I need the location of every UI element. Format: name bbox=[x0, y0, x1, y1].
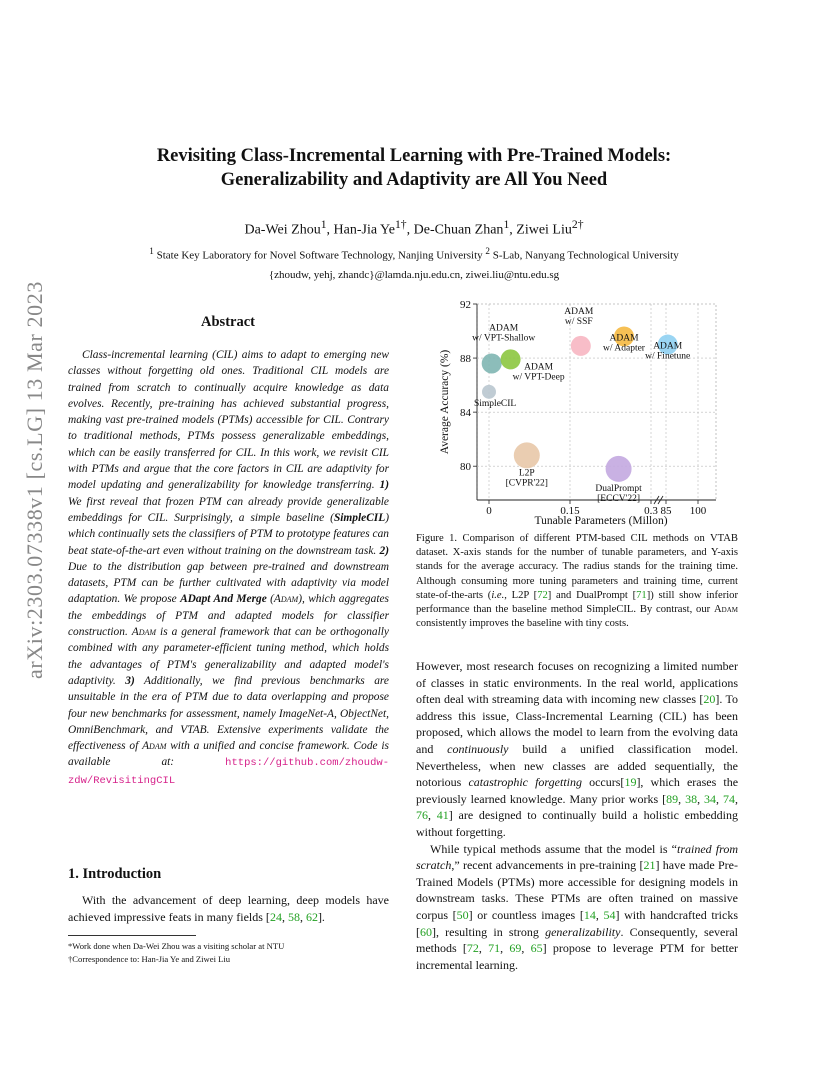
footnote-divider bbox=[68, 935, 196, 936]
p2-text-2: ,” recent advancements in pre-training [ bbox=[451, 858, 644, 873]
data-label: w/ VPT-Shallow bbox=[472, 333, 536, 344]
footnotes bbox=[68, 940, 398, 966]
x-tick-label: 85 bbox=[660, 505, 672, 517]
data-label: [CVPR'22] bbox=[505, 478, 548, 489]
adam-smallcaps-3: Adam bbox=[142, 740, 167, 753]
abstract-body bbox=[68, 347, 389, 789]
p2-text-7: . Consequently, several methods [ bbox=[416, 924, 739, 956]
data-point-l2p bbox=[514, 442, 540, 468]
footnote-1: *Work done when Da-Wei Zhou was a visiting scholar at NTU bbox=[68, 941, 285, 951]
x-tick-label: 100 bbox=[689, 505, 707, 517]
p2-text-4: ] or countless images [ bbox=[468, 907, 584, 922]
simplecil-term: SimpleCIL bbox=[333, 511, 386, 524]
affil-sup-1: 1 bbox=[149, 246, 154, 256]
paper-title bbox=[60, 144, 768, 192]
paragraph-2: While typical methods assume that the model is “trained from scratch,” recent advancements in pre-training [21] have made Pre-Trained Models (PTMs) more accessible for designing models in downstream tasks. These PTMs are often trained on massive corpus [50] or countless images [14, 54] with handcrafted tricks [60], resulting in strong generalizability. Consequently, several methods [72, 71, 69, 65] propose to leverage PTM for better incremental learning. bbox=[416, 841, 739, 972]
citation-link[interactable]: 89 bbox=[666, 791, 679, 806]
p2-italic-2: generalizability bbox=[545, 924, 621, 939]
p1-text: However, most research focuses on recognizing a limited number of classes in static environments. In the real world, applications often deal with streaming data with incoming new classes [ bbox=[416, 659, 738, 707]
data-label: ADAM bbox=[564, 306, 594, 317]
adam-smallcaps: Adam bbox=[273, 593, 299, 606]
affiliation-line bbox=[40, 242, 788, 266]
y-tick-label: 84 bbox=[460, 407, 471, 420]
figure-1-chart bbox=[416, 290, 736, 530]
p1-text-5: ], which erases the previously learned knowledge. Many prior works [ bbox=[416, 775, 739, 806]
data-label: SimpleCIL bbox=[474, 398, 517, 409]
y-tick-label: 88 bbox=[460, 353, 471, 366]
author-1: Da-Wei Zhou bbox=[244, 222, 321, 238]
data-label: w/ VPT-Deep bbox=[512, 372, 565, 383]
y-axis-label: Average Accuracy (%) bbox=[439, 349, 451, 455]
citation-link[interactable]: 24 bbox=[269, 909, 282, 924]
abstract-heading: Abstract bbox=[201, 314, 255, 330]
data-point-simplecil bbox=[482, 385, 496, 399]
citation-link[interactable]: 41 bbox=[436, 808, 449, 823]
citation-link[interactable]: 60 bbox=[420, 924, 432, 939]
citation-link[interactable]: 74 bbox=[723, 791, 735, 806]
author-4-sup: 2† bbox=[571, 218, 584, 231]
caption-text-4: ]) still show inferior performance than the baseline method SimpleCIL. By contrast, our bbox=[416, 589, 738, 616]
abstract-paren-open: ( bbox=[270, 593, 274, 606]
p1-italic-1: continuously bbox=[447, 741, 509, 756]
affiliation-1: State Key Laboratory for Novel Software Technology, Nanjing University bbox=[156, 249, 483, 262]
abstract-point-1-num: 1) bbox=[379, 479, 389, 492]
data-label: DualPrompt bbox=[595, 483, 642, 494]
citation-link[interactable]: 65 bbox=[530, 941, 543, 956]
abstract-point-2a: Due to the distribution gap between pre-trained and downstream datasets, PTM can be further cultivated with adaptivity via model adaptation. We propose bbox=[68, 560, 389, 606]
citation-link[interactable]: 72 bbox=[466, 941, 479, 956]
adam-smallcaps-caption: Adam bbox=[714, 604, 738, 616]
y-tick-label: 80 bbox=[460, 461, 471, 474]
introduction-heading: 1. Introduction bbox=[68, 866, 162, 882]
p1-text-2: ]. To address this issue, Class-Incremental Learning (CIL) has been proposed, which allows the model to learn from the evolving data and bbox=[416, 692, 738, 756]
caption-text: Figure 1. Comparison of different PTM-based CIL methods on VTAB dataset. X-axis stands for the number of tunable parameters, and Y-axis stands for the average accuracy. The radius stands for the training time. Although consuming more tuning parameters and training time, current state-of-the-arts ( bbox=[416, 533, 738, 601]
adam-smallcaps-2: Adam bbox=[131, 626, 157, 639]
data-label: w/ Finetune bbox=[645, 351, 691, 362]
data-label: ADAM bbox=[609, 333, 639, 344]
data-label: ADAM bbox=[653, 341, 683, 352]
title-line-2: Generalizability and Adaptivity are All You Need bbox=[220, 170, 608, 190]
citation-link[interactable]: 71 bbox=[636, 589, 647, 601]
figure-caption bbox=[416, 532, 738, 631]
abstract-point-3-num: 3) bbox=[125, 674, 135, 687]
data-label: L2P bbox=[518, 468, 535, 479]
x-tick-label: 0.3 bbox=[644, 505, 658, 517]
affil-sup-2: 2 bbox=[485, 246, 490, 256]
citation-link[interactable]: 21 bbox=[643, 858, 656, 873]
caption-text-5: consistently improves the baseline with tiny costs. bbox=[416, 618, 629, 630]
data-point-dualprompt bbox=[606, 456, 632, 482]
data-point-adam-w-vpt-deep bbox=[501, 349, 521, 369]
abstract-point-1a: We first reveal that frozen PTM can already provide generalizable embeddings for CIL. Surprisingly, a simple baseline ( bbox=[68, 495, 389, 524]
title-line-1: Revisiting Class-Incremental Learning with Pre-Trained Models: bbox=[156, 146, 672, 166]
citation-link[interactable]: 19 bbox=[624, 775, 637, 790]
citation-link[interactable]: 54 bbox=[603, 907, 616, 922]
data-point-adam-w-vpt-shallow bbox=[482, 353, 502, 373]
p1-italic-2: catastrophic forgetting bbox=[468, 775, 582, 790]
email-line: {zhoudw, yehj, zhandc}@lamda.nju.edu.cn, ziwei.liu@ntu.edu.sg bbox=[268, 268, 560, 281]
abstract-point-2b: ), which aggregates the embeddings of PTM and adapted models for classifier construction. bbox=[68, 593, 389, 639]
p1-text-4: occurs[ bbox=[589, 775, 625, 790]
abstract-point-3b: with a unified and concise framework. Code is available at: bbox=[68, 740, 389, 769]
x-tick-label: 0 bbox=[486, 505, 492, 517]
abstract-sentence-1: Class-incremental learning (CIL) aims to adapt to emerging new classes without forgetting old ones. Traditional CIL models are trained from scratch to continually acquire knowledge as data evolves. Recently, pre-training has achieved substantial progress, making vast pre-trained models (PTMs) accessible for CIL. Contrary to traditional methods, PTMs possess generalizable embeddings, which can be easily transferred for CIL. In this work, we revisit CIL with PTMs and argue that the core factors in CIL are adaptivity for model updating and generalizability for knowledge transferring. bbox=[68, 349, 389, 492]
arxiv-identifier: arXiv:2303.07338v1 [cs.LG] 13 Mar 2023 bbox=[22, 281, 47, 679]
footnote-2: †Correspondence to: Han-Jia Ye and Ziwei Liu bbox=[68, 954, 231, 964]
code-url-link[interactable]: https://github.com/zhoudw-zdw/RevisitingCIL bbox=[68, 757, 389, 787]
x-axis-label: Tunable Parameters (Millon) bbox=[534, 515, 668, 527]
data-label: w/ SSF bbox=[564, 316, 593, 327]
citation-link[interactable]: 76 bbox=[416, 808, 428, 823]
citation-link[interactable]: 71 bbox=[488, 941, 501, 956]
citation-link[interactable]: 72 bbox=[537, 589, 548, 601]
p2-text: While typical methods assume that the model is “ bbox=[430, 841, 677, 856]
data-point-adam-w-ssf bbox=[571, 336, 591, 356]
p2-italic-1: trained from scratch bbox=[416, 841, 739, 873]
citation-link[interactable]: 50 bbox=[456, 907, 469, 922]
affiliation-2: S-Lab, Nanyang Technological University bbox=[492, 249, 679, 262]
author-3: De-Chuan Zhan bbox=[413, 222, 504, 238]
p1-text-6: ] are designed to continually build a holistic embedding without forgetting. bbox=[416, 808, 738, 839]
citation-link[interactable]: 62 bbox=[305, 909, 318, 924]
introduction-text: With the advancement of deep learning, deep models have achieved impressive feats in many fields [24, 58, 62]. bbox=[68, 893, 389, 924]
caption-text-2: , L2P [ bbox=[504, 589, 538, 601]
data-label: ADAM bbox=[489, 323, 519, 334]
author-3-sup: 1 bbox=[503, 218, 510, 231]
data-label: ADAM bbox=[524, 362, 554, 373]
p1-text-3: build a unified classification model. Nevertheless, when new classes are added sequentially, the notorious bbox=[416, 741, 738, 790]
data-label: [ECCV'22] bbox=[597, 493, 641, 504]
p2-text-6: ], resulting in strong bbox=[432, 924, 539, 939]
author-2-sup: 1† bbox=[394, 218, 407, 231]
right-column-text bbox=[416, 658, 738, 973]
citation-link[interactable]: 38 bbox=[685, 791, 698, 806]
citation-link[interactable]: 69 bbox=[509, 941, 522, 956]
caption-text-3: ] and DualPrompt [ bbox=[547, 589, 637, 601]
citation-link[interactable]: 58 bbox=[287, 909, 300, 924]
citation-link[interactable]: 14 bbox=[583, 907, 596, 922]
intro-sentence: With the advancement of deep learning, deep models have achieved impressive feats in many fields [ bbox=[68, 893, 389, 924]
caption-ie: i.e. bbox=[491, 589, 505, 601]
abstract-point-3a: Additionally, we find previous benchmarks are unsuitable in the era of PTM due to data overlapping and propose four new benchmarks for assessment, namely ImageNet-A, ObjectNet, OmniBenchmark, and VTAB. Extensive experiments validate the effectiveness of bbox=[68, 674, 389, 753]
author-list: Da-Wei Zhou$^1$, Han-Jia $Ye^{1\dagger}$, De-Chuan Zhan$^1$, Ziwei Liu$^{2\dagger}$ bbox=[244, 218, 584, 238]
citation-link[interactable]: 34 bbox=[704, 791, 717, 806]
p2-text-3: ] have made Pre-Trained Models (PTMs) more accessible for designing models in downstream tasks. These PTMs are often trained on massive corpus [ bbox=[416, 858, 738, 922]
scatter-plot-svg bbox=[416, 290, 736, 530]
author-1-sup: 1 bbox=[320, 218, 327, 231]
p2-text-5: ] with handcrafted tricks [ bbox=[416, 907, 739, 939]
adam-term: ADapt And Merge bbox=[180, 593, 267, 606]
x-tick-label: 0.15 bbox=[560, 505, 580, 517]
affiliations bbox=[40, 242, 788, 285]
data-label: w/ Adapter bbox=[603, 343, 645, 354]
abstract-point-2-num: 2) bbox=[379, 544, 389, 557]
abstract-point-1b: ) which continually sets the classifiers of PTM to prototype features can beat state-of-the-art even without training on the downstream task. bbox=[68, 511, 389, 557]
citation-link[interactable]: 20 bbox=[703, 692, 716, 707]
p2-text-8: ] propose to leverage PTM for better incremental learning. bbox=[416, 941, 739, 972]
abstract-point-2c: is a general framework that can be orthogonally combined with any parameter-efficient tuning method, which holds the advantages of PTM's generalizability and adapted model's adaptivity. bbox=[68, 626, 389, 687]
intro-end: ]. bbox=[317, 909, 325, 924]
paragraph-1: However, most research focuses on recognizing a limited number of classes in static environments. In the real world, applications often deal with streaming data with incoming new classes [20]. To address this issue, Class-Incremental Learning (CIL) has been proposed, which allows the model to learn from the evolving data and continuously build a unified classification model. Nevertheless, when new classes are added sequentially, the notorious catastrophic forgetting occurs[19], which erases the previously learned knowledge. Many prior works [89, 38, 34, 74, 76, 41] are designed to continually build a holistic embedding without forgetting. bbox=[416, 659, 739, 839]
y-tick-label: 92 bbox=[460, 299, 471, 311]
author-2: Han-Jia Ye bbox=[333, 222, 395, 238]
author-4: Ziwei Liu bbox=[516, 222, 572, 238]
